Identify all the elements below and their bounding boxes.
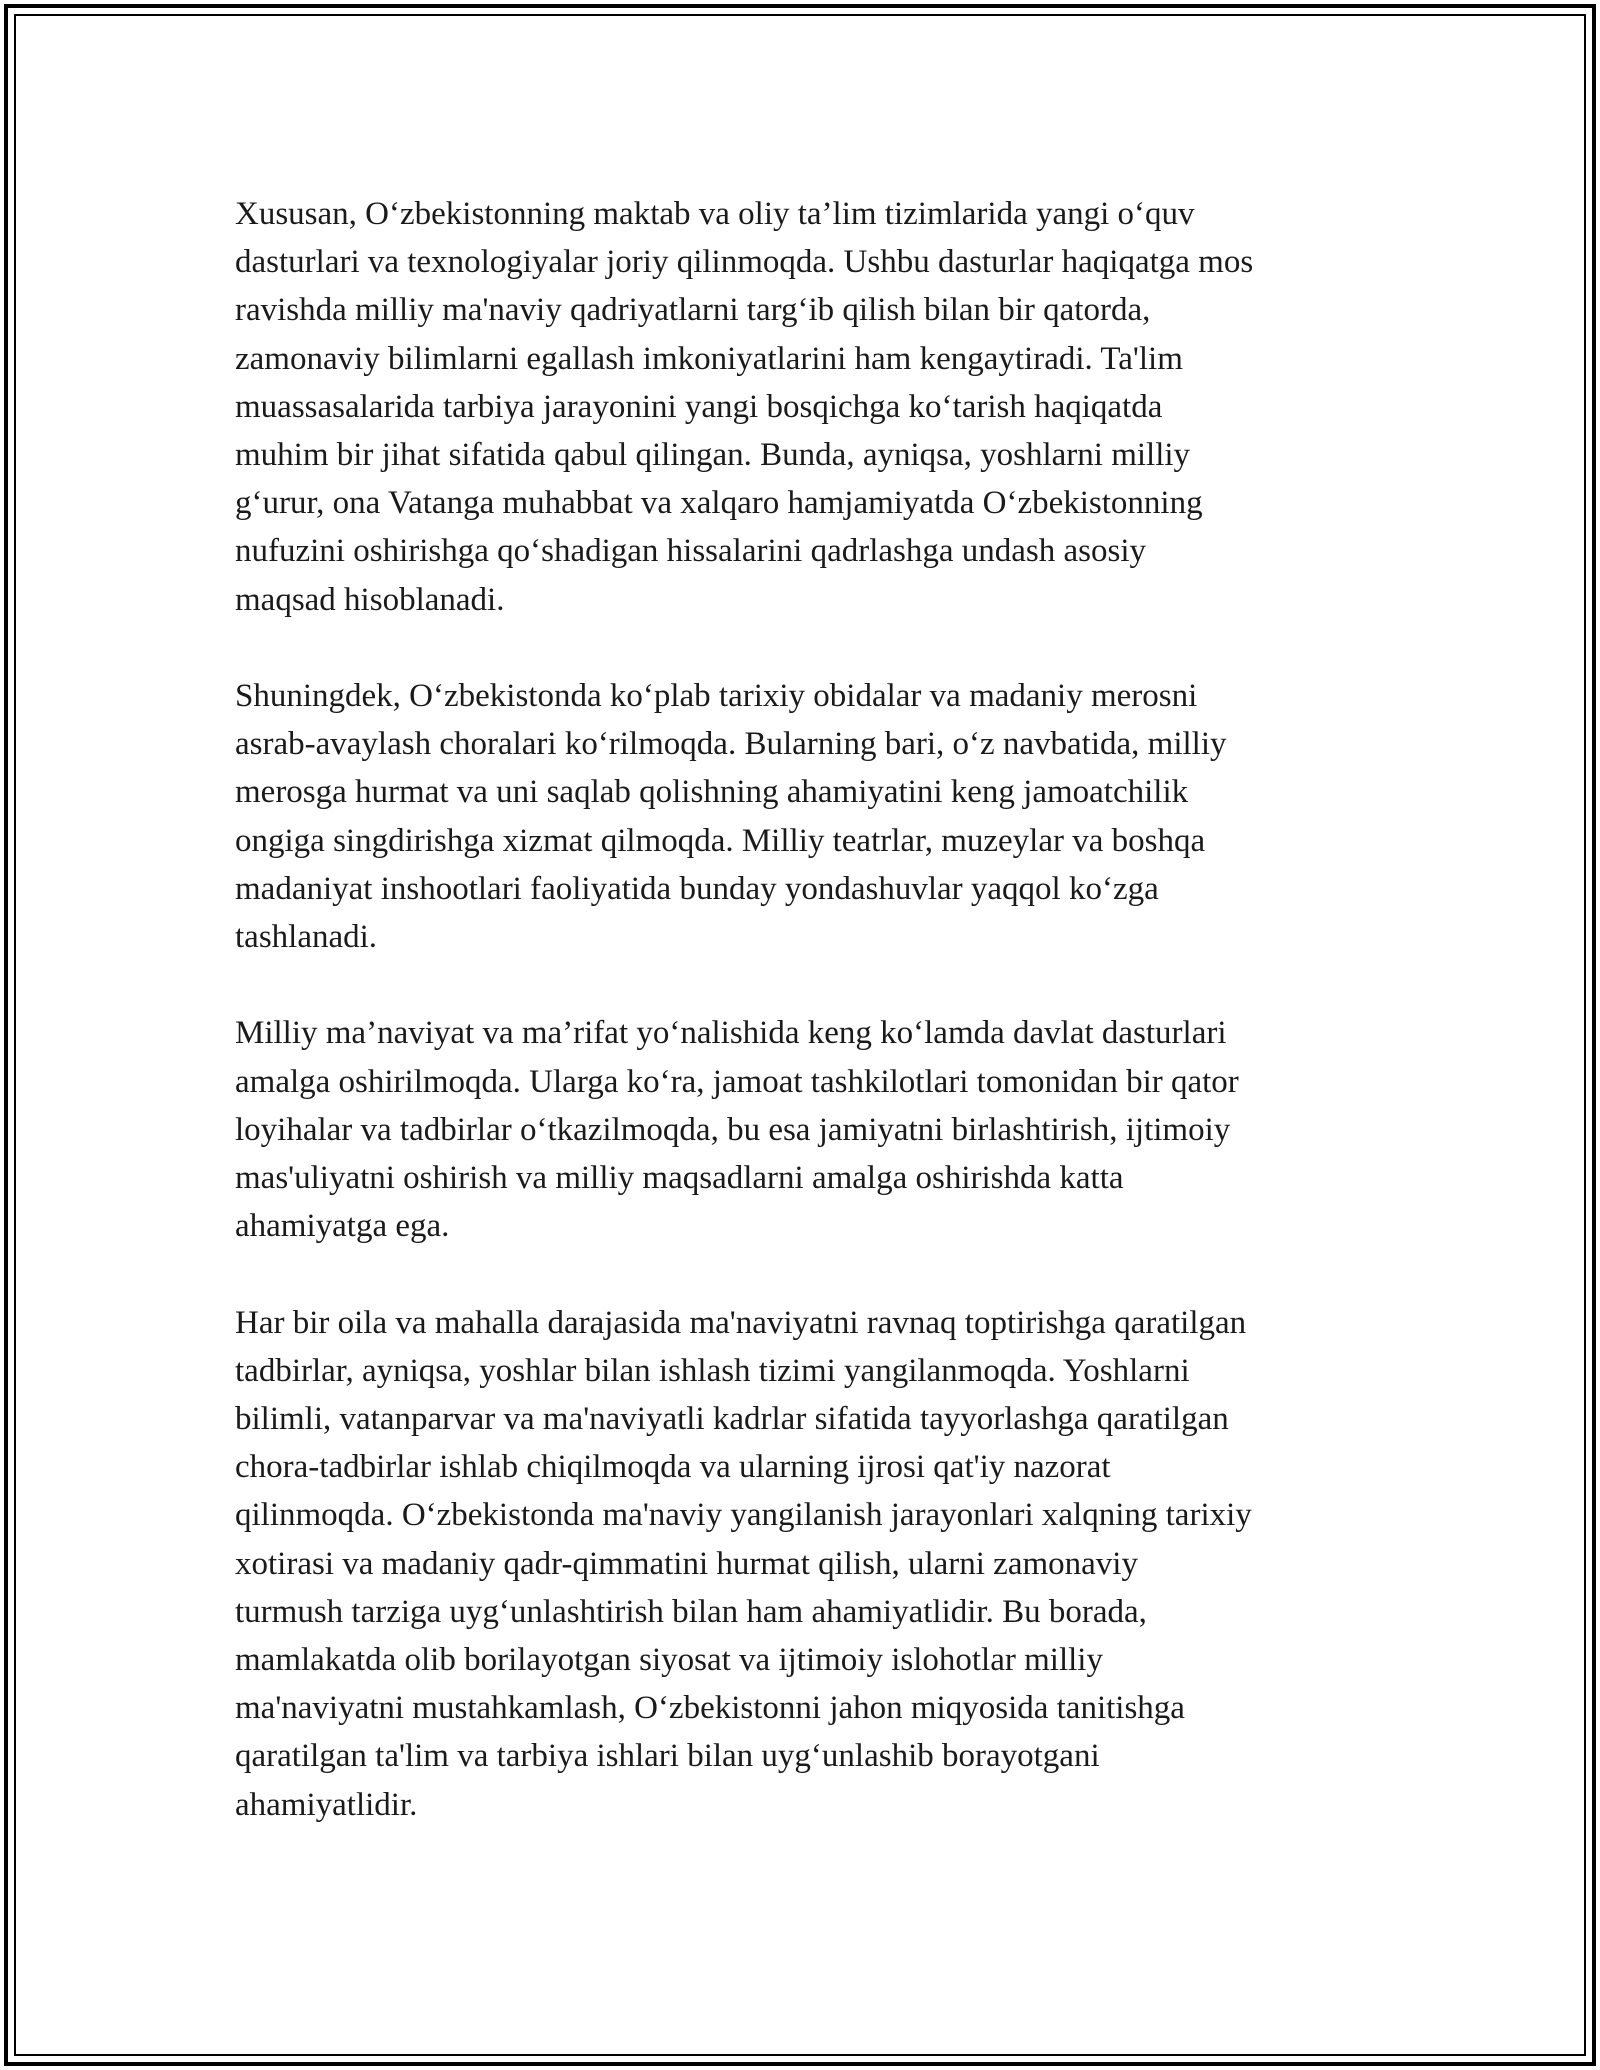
text-line: turmush tarziga uyg‘unlashtirish bilan ham ahamiyatlidir. Bu borada, <box>235 1593 1147 1630</box>
text-line: mas'uliyatni oshirish va milliy maqsadlarni amalga oshirishda katta <box>235 1160 1124 1197</box>
text-line: tadbirlar, ayniqsa, yoshlar bilan ishlash tizimi yangilanmoqda. Yoshlarni <box>235 1352 1190 1389</box>
text-line: g‘urur, ona Vatanga muhabbat va xalqaro hamjamiyatda O‘zbekistonning <box>235 485 1203 522</box>
text-line: chora-tadbirlar ishlab chiqilmoqda va ularning ijrosi qat'iy nazorat <box>235 1449 1111 1486</box>
paragraph-2 <box>235 672 1385 961</box>
paragraph-1 <box>235 190 1385 624</box>
text-line: merosga hurmat va uni saqlab qolishning ahamiyatini keng jamoatchilik <box>235 774 1189 811</box>
text-line: Milliy ma’naviyat va ma’rifat yo‘nalishida keng ko‘lamda davlat dasturlari <box>235 1015 1227 1052</box>
text-line: asrab-avaylash choralari ko‘rilmoqda. Bularning bari, o‘z navbatida, milliy <box>235 726 1227 763</box>
text-line: ma'naviyatni mustahkamlash, O‘zbekistonni jahon miqyosida tanitishga <box>235 1690 1185 1727</box>
text-line: muhim bir jihat sifatida qabul qilingan. Bunda, ayniqsa, yoshlarni milliy <box>235 437 1191 474</box>
text-line: muassasalarida tarbiya jarayonini yangi bosqichga ko‘tarish haqiqatda <box>235 388 1163 425</box>
text-line: maqsad hisoblanadi. <box>235 581 505 618</box>
text-line: zamonaviy bilimlarni egallash imkoniyatlarini ham kengaytiradi. Ta'lim <box>235 340 1183 377</box>
text-line: ahamiyatlidir. <box>235 1786 418 1823</box>
paragraph-3 <box>235 1009 1385 1250</box>
text-line: ahamiyatga ega. <box>235 1208 450 1245</box>
text-line: Shuningdek, O‘zbekistonda ko‘plab tarixiy obidalar va madaniy merosni <box>235 678 1198 715</box>
text-line: Har bir oila va mahalla darajasida ma'naviyatni ravnaq toptirishga qaratilgan <box>235 1304 1247 1341</box>
text-line: dasturlari va texnologiyalar joriy qilinmoqda. Ushbu dasturlar haqiqatga mos <box>235 244 1254 281</box>
text-line: ongiga singdirishga xizmat qilmoqda. Milliy teatrlar, muzeylar va boshqa <box>235 822 1206 859</box>
text-line: ravishda milliy ma'naviy qadriyatlarni targ‘ib qilish bilan bir qatorda, <box>235 292 1151 329</box>
text-line: tashlanadi. <box>235 919 378 956</box>
text-line: nufuzini oshirishga qo‘shadigan hissalarini qadrlashga undash asosiy <box>235 533 1146 570</box>
text-line: qaratilgan ta'lim va tarbiya ishlari bilan uyg‘unlashib borayotgani <box>235 1738 1100 1775</box>
text-line: loyihalar va tadbirlar o‘tkazilmoqda, bu esa jamiyatni birlashtirish, ijtimoiy <box>235 1111 1231 1148</box>
paragraph-4 <box>235 1299 1385 1829</box>
text-line: qilinmoqda. O‘zbekistonda ma'naviy yangilanish jarayonlari xalqning tarixiy <box>235 1497 1252 1534</box>
text-line: mamlakatda olib borilayotgan siyosat va ijtimoiy islohotlar milliy <box>235 1642 1103 1679</box>
text-line: bilimli, vatanparvar va ma'naviyatli kadrlar sifatida tayyorlashga qaratilgan <box>235 1401 1229 1438</box>
text-line: Xususan, O‘zbekistonning maktab va oliy ta’lim tizimlarida yangi o‘quv <box>235 196 1195 232</box>
text-line: madaniyat inshootlari faoliyatida bunday yondashuvlar yaqqol ko‘zga <box>235 870 1159 907</box>
document-body <box>235 190 1385 1877</box>
text-line: amalga oshirilmoqda. Ularga ko‘ra, jamoat tashkilotlari tomonidan bir qator <box>235 1063 1239 1100</box>
text-line: xotirasi va madaniy qadr-qimmatini hurmat qilish, ularni zamonaviy <box>235 1545 1138 1582</box>
